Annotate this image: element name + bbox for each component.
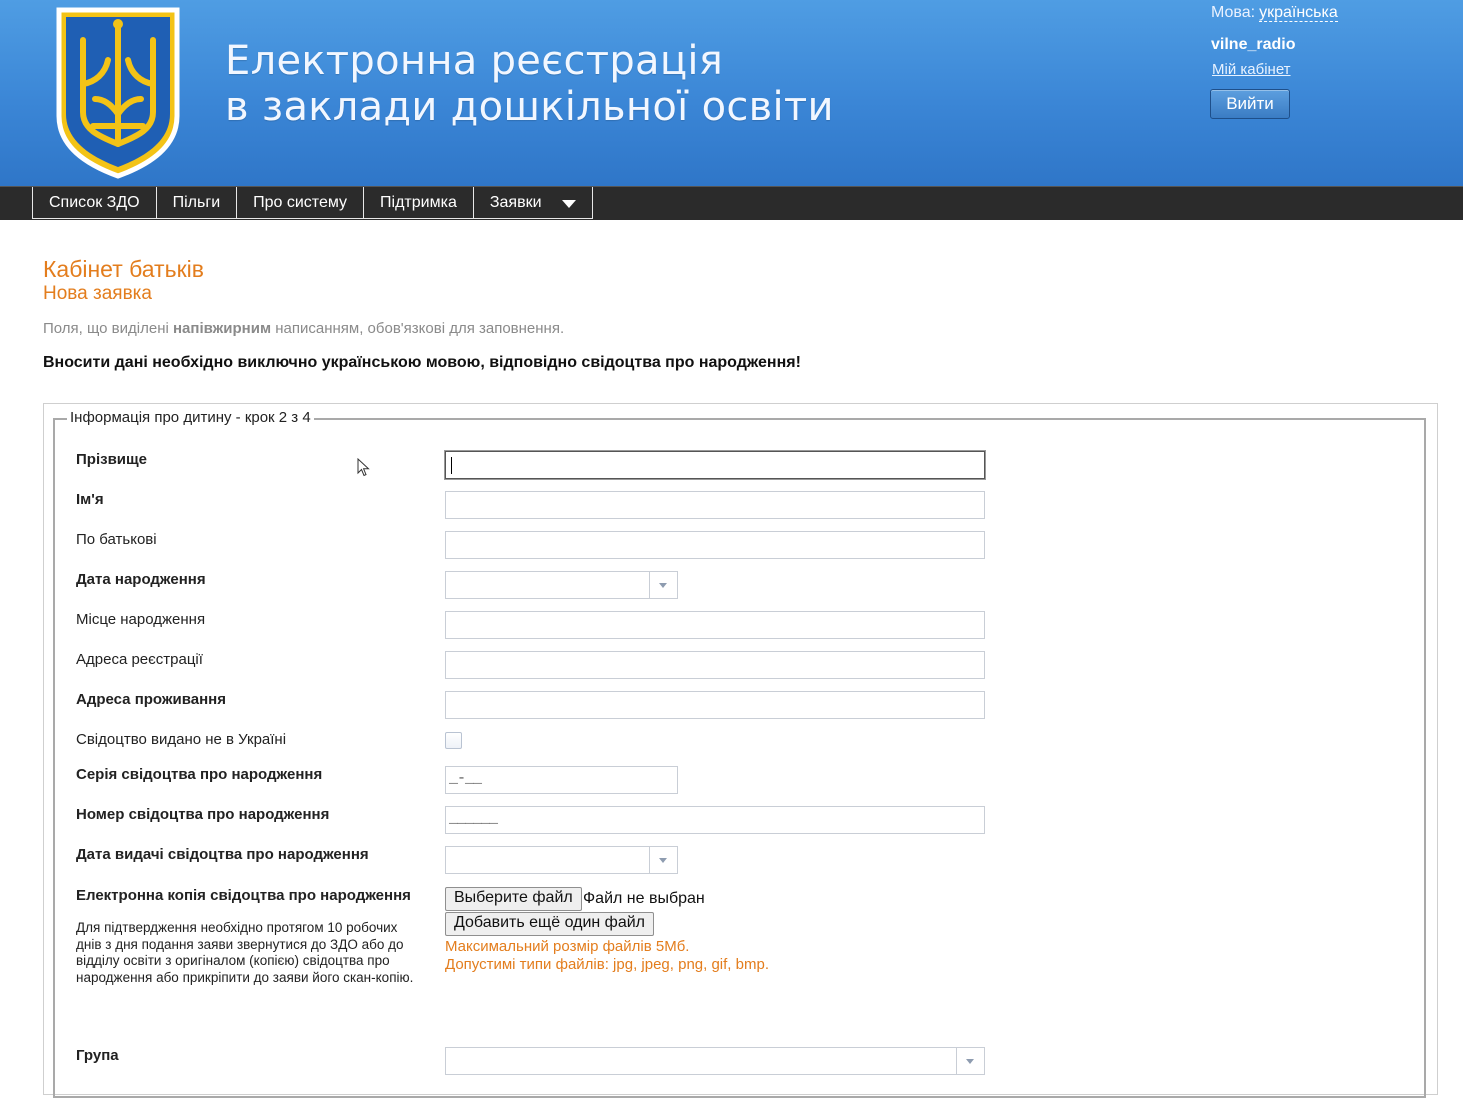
hint-text-start: Поля, що виділені [43, 320, 173, 337]
dropdown-toggle[interactable] [649, 847, 677, 873]
certificate-issue-date-label: Дата видачі свідоцтва про народження [76, 846, 369, 863]
chevron-down-icon [562, 200, 576, 208]
dropdown-toggle[interactable] [956, 1048, 984, 1074]
user-panel [1211, 4, 1338, 113]
hint-text-end: написанням, обов'язкові для заповнення. [271, 320, 565, 337]
birth-place-input[interactable] [445, 611, 985, 639]
required-fields-hint [43, 320, 564, 337]
language-selector[interactable]: українська [1259, 4, 1338, 21]
file-status-text: Файл не выбран [583, 890, 705, 907]
birth-date-picker[interactable] [445, 571, 678, 599]
certificate-help-text: Для підтвердження необхідно протягом 10 робочих днів з дня подання заяви звернутися до ЗДО або до відділу освіти з оригіналом (копією) свідоцтва про народження або прикріпити до заяви його скан-копію. [76, 920, 414, 985]
nav-item-label: Список ЗДО [49, 194, 140, 211]
chevron-down-icon [659, 858, 667, 863]
patronymic-input[interactable] [445, 531, 985, 559]
birth-place-label: Місце народження [76, 611, 206, 628]
page-title: Кабінет батьків [43, 256, 204, 282]
residence-address-label: Адреса проживання [76, 691, 226, 708]
my-cabinet-link[interactable]: Мій кабінет [1212, 61, 1291, 78]
dropdown-toggle[interactable] [649, 572, 677, 598]
coat-of-arms-logo[interactable] [53, 4, 183, 180]
birth-date-label: Дата народження [76, 571, 206, 588]
certificate-number-label: Номер свідоцтва про народження [76, 806, 330, 823]
chevron-down-icon [659, 583, 667, 588]
certificate-series-label: Серія свідоцтва про народження [76, 766, 323, 783]
name-input[interactable] [445, 491, 985, 519]
residence-address-input[interactable] [445, 691, 985, 719]
site-title-line1: Електронна реєстрація [225, 38, 724, 84]
surname-label: Прізвище [76, 451, 148, 468]
certificate-copy-label: Електронна копія свідоцтва про народження [76, 887, 411, 904]
choose-file-button[interactable]: Выберите файл [445, 887, 582, 911]
hint-text-bold: напівжирним [173, 320, 272, 337]
nav-item-label: Підтримка [380, 194, 457, 211]
foreign-certificate-checkbox[interactable] [445, 732, 462, 749]
group-select[interactable] [445, 1047, 985, 1075]
main-nav [0, 186, 1463, 220]
name-label: Ім'я [76, 491, 104, 508]
site-header [0, 0, 1463, 186]
nav-item-label: Пільги [172, 194, 221, 211]
nav-item-benefits[interactable] [156, 187, 238, 219]
nav-item-label: Про систему [253, 194, 348, 211]
certificate-issue-date-picker[interactable] [445, 846, 678, 874]
nav-item-kindergarten-list[interactable] [32, 187, 157, 219]
patronymic-label: По батькові [76, 531, 157, 548]
username: vilne_radio [1211, 36, 1296, 53]
registration-address-input[interactable] [445, 651, 985, 679]
add-another-file-button[interactable]: Добавить ещё один файл [445, 912, 654, 936]
text-cursor [451, 457, 452, 474]
language-label: Мова: [1211, 4, 1256, 21]
surname-input[interactable] [445, 451, 985, 479]
certificate-series-input[interactable]: _-__ [445, 766, 678, 794]
group-label: Група [76, 1047, 119, 1064]
max-file-size-note: Максимальний розмір файлів 5Мб. [445, 938, 690, 955]
chevron-down-icon [966, 1059, 974, 1064]
nav-item-support[interactable] [363, 187, 474, 219]
fieldset-legend: Інформація про дитину - крок 2 з 4 [67, 409, 314, 426]
child-info-fieldset [53, 418, 1426, 1098]
site-title-line2: в заклади дошкільної освіти [225, 84, 834, 130]
site-title [225, 38, 834, 130]
mouse-pointer-icon [357, 458, 371, 478]
allowed-file-types-note: Допустимі типи файлів: jpg, jpeg, png, gif, bmp. [445, 956, 769, 973]
logout-button[interactable]: Вийти [1210, 89, 1290, 119]
certificate-number-input[interactable]: ______ [445, 806, 985, 834]
language-warning: Вносити дані необхідно виключно українською мовою, відповідно свідоцтва про народження! [43, 354, 801, 371]
nav-item-applications[interactable] [473, 187, 593, 219]
nav-item-label: Заявки [489, 194, 542, 211]
nav-item-about[interactable] [236, 187, 364, 219]
registration-address-label: Адреса реєстрації [76, 651, 203, 668]
page-subtitle: Нова заявка [43, 283, 152, 304]
foreign-certificate-label: Свідоцтво видано не в Україні [76, 731, 287, 748]
